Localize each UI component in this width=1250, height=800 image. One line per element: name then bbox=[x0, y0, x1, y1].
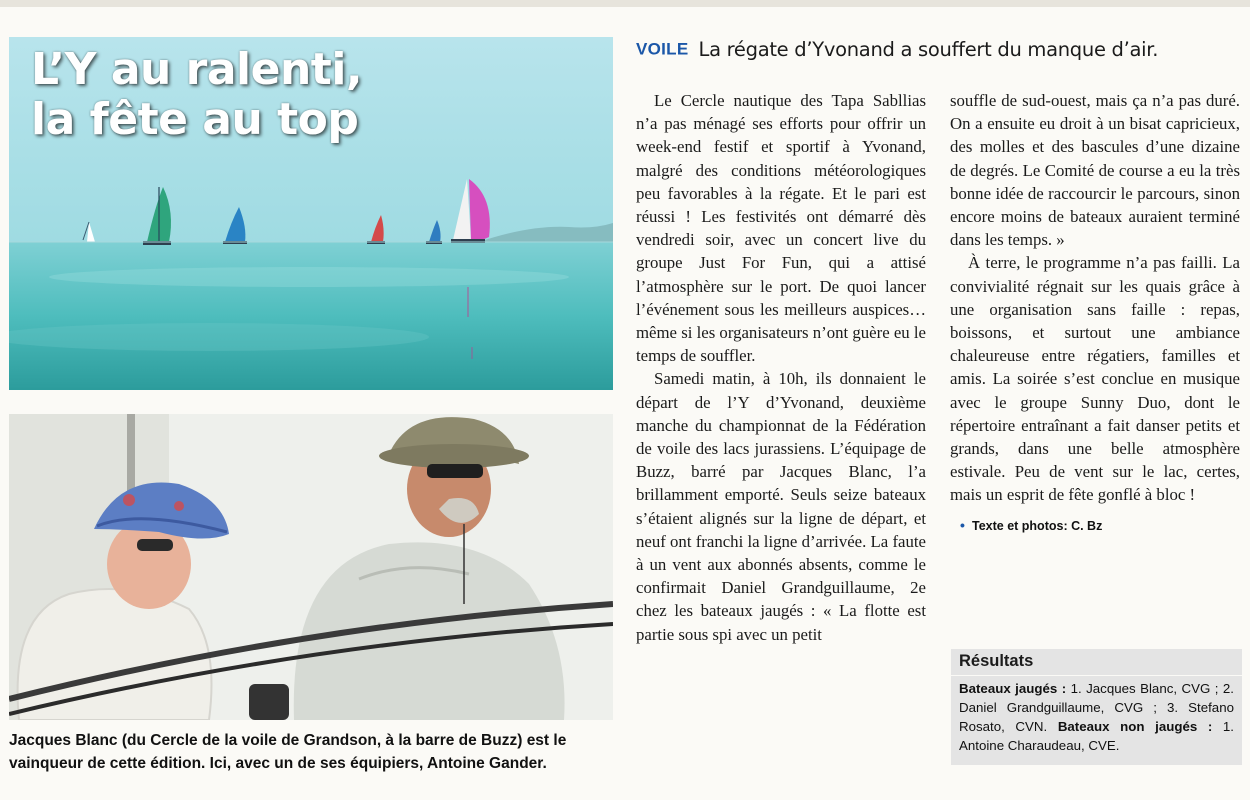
article-header bbox=[636, 38, 1246, 70]
author-credit bbox=[950, 515, 1240, 538]
article-column-1 bbox=[636, 89, 926, 646]
credit-text: Texte et photos: C. Bz bbox=[972, 518, 1103, 533]
section-kicker: VOILE bbox=[636, 39, 689, 59]
article-subtitle: La régate d’Yvonand a souffert du manque d’air. bbox=[698, 38, 1159, 61]
results-text-unmeasured: 1. Antoine Charaudeau, CVE. bbox=[959, 719, 1234, 753]
bullet-icon: • bbox=[960, 516, 965, 533]
results-body bbox=[951, 675, 1242, 755]
article-column-2 bbox=[950, 89, 1240, 538]
headline bbox=[31, 45, 362, 145]
photo-caption: Jacques Blanc (du Cercle de la voile de Grandson, à la barre de Buzz) est le vainqueur de cette édition. Ici, avec un de ses équipiers, Antoine Gander. bbox=[9, 732, 567, 772]
results-label-unmeasured: Bateaux non jaugés : bbox=[1057, 719, 1213, 734]
paragraph: Samedi matin, à 10h, ils donnaient le départ de l’Y d’Yvonand, deuxième manche du championnat de la Fédération de voile des lacs jurassiens. L’équipage de Buzz, barré par Jacques Blanc, l’a brillamment emporté. Seuls seize bateaux s’étaient alignés sur la ligne de départ, et neuf ont franchi la ligne d’arrivée. La faute à un vent aux abonnés absents, comme le confirmait Daniel Grandguillaume, 2e chez les bateaux jaugés : « La flotte est partie sous spi avec un petit bbox=[636, 369, 926, 644]
results-text-measured: 1. Jacques Blanc, CVG ; 2. Daniel Grandguillaume, CVG ; 3. Stefano Rosato, CVN. bbox=[959, 681, 1234, 734]
top-rule bbox=[0, 0, 1250, 7]
sailors-illustration bbox=[9, 414, 613, 720]
paragraph: souffle de sud-ouest, mais ça n’a pas duré. On a ensuite eu droit à un bisat capricieux, des molles et des bascules d’une dizaine de degrés. Le Comité de course a eu la très bonne idée de raccourcir le parcours, sinon encore moins de bateaux auraient terminé dans les temps. » bbox=[950, 91, 1240, 250]
paragraph: À terre, le programme n’a pas failli. La convivialité régnait sur les quais grâce à une organisation sans faille : repas, boissons, et surtout une ambiance chaleureuse entre régatiers, familles et amis. La soirée s’est conclue en musique avec le groupe Sunny Duo, dont le répertoire entraînant a fait danser petits et grands, dans une belle atmosphère estivale. Peu de vent sur le lac, certes, mais un esprit de fête gonflé à bloc ! bbox=[950, 253, 1240, 505]
results-title: Résultats bbox=[959, 652, 1034, 670]
regatta-photo bbox=[9, 37, 613, 390]
results-box bbox=[951, 649, 1242, 765]
sailors-photo bbox=[9, 414, 613, 720]
paragraph: Le Cercle nautique des Tapa Sabllias n’a pas ménagé ses efforts pour offrir un week-end festif et sportif à Yvonand, malgré des conditions météorologiques peu favorables à la régate. Et le pari est réussi ! Les festivités ont démarré dès vendredi soir, avec un concert live du groupe Just For Fun, qui a attisé l’atmosphère sur le port. De quoi lancer l’événement sous les meilleurs auspices… même si les organisateurs n’ont guère eu le temps de souffler. bbox=[636, 91, 927, 366]
headline-line-1: L’Y au ralenti, bbox=[31, 44, 363, 95]
headline-line-2: la fête au top bbox=[31, 94, 359, 145]
results-label-measured: Bateaux jaugés : bbox=[959, 681, 1067, 696]
